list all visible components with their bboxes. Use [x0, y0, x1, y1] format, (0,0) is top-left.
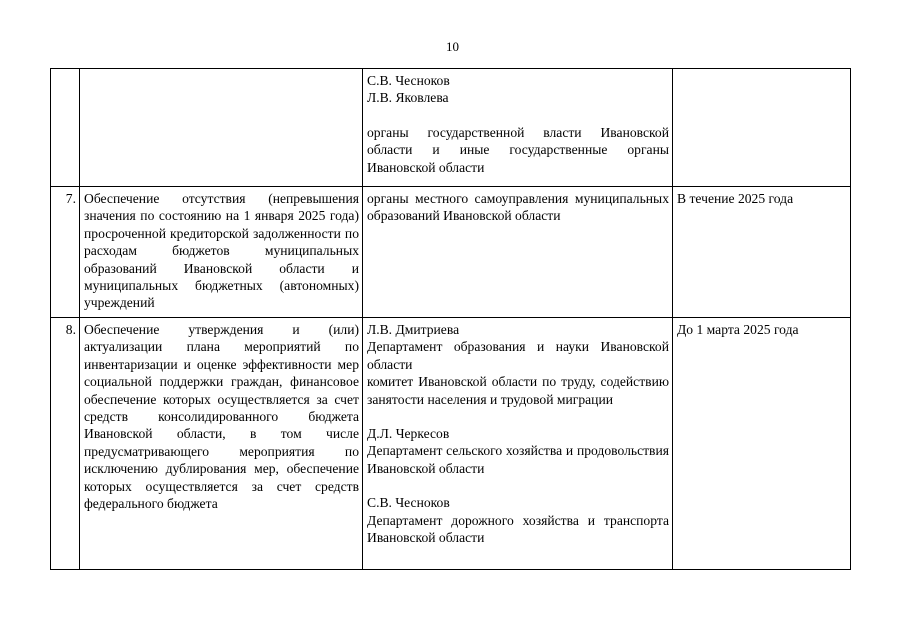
table-row	[51, 318, 851, 570]
responsible-cell	[363, 69, 673, 187]
spacer	[367, 107, 669, 124]
responsible-name: С.В. Чесноков	[367, 495, 450, 511]
row-number-cell: 8.	[51, 318, 80, 570]
plan-table	[50, 68, 851, 570]
table-row	[51, 69, 851, 187]
row-number-cell: 7.	[51, 187, 80, 318]
spacer	[367, 408, 669, 425]
page-number: 10	[446, 39, 459, 54]
responsible-cell	[363, 318, 673, 570]
responsible-department: комитет Ивановской области по труду, содействию занятости населения и трудовой миграции	[367, 374, 669, 407]
responsible-department: Департамент дорожного хозяйства и транспорта Ивановской области	[367, 512, 669, 546]
responsible-department: Департамент сельского хозяйства и продовольствия Ивановской области	[367, 443, 669, 476]
term-cell: До 1 марта 2025 года	[673, 318, 851, 570]
term-cell	[673, 69, 851, 187]
responsible-department: Департамент образования и науки Ивановской области	[367, 339, 669, 372]
responsible-name: С.В. Чесноков	[367, 73, 450, 88]
responsible-name: Л.В. Яковлева	[367, 90, 449, 106]
task-cell: Обеспечение отсутствия (непревышения значения по состоянию на 1 января 2025 года) просроченной кредиторской задолженности по расходам бюджетов муниципальных образований Ивановской области и муниципальных бюджетных (автономных) учреждений	[80, 187, 363, 318]
table-row	[51, 187, 851, 318]
responsible-cell: органы местного самоуправления муниципальных образований Ивановской области	[363, 187, 673, 318]
spacer	[367, 477, 669, 494]
row-number-cell	[51, 69, 80, 187]
task-cell: Обеспечение утверждения и (или) актуализации плана мероприятий по инвентаризации и оценке эффективности мер социальной поддержки граждан, финансовое обеспечение которых осуществляется за счет средств консолидированного бюджета Ивановской области, в том числе предусматривающего мероприятия по исключению дублирования мер, обеспечение которых осуществляется за счет средств федерального бюджета	[80, 318, 363, 570]
responsible-bodies: органы государственной власти Ивановской области и иные государственные органы Ивановской области	[367, 124, 669, 175]
responsible-name: Л.В. Дмитриева	[367, 322, 460, 337]
responsible-name: Д.Л. Черкесов	[367, 426, 450, 442]
term-cell: В течение 2025 года	[673, 187, 851, 318]
task-cell	[80, 69, 363, 187]
